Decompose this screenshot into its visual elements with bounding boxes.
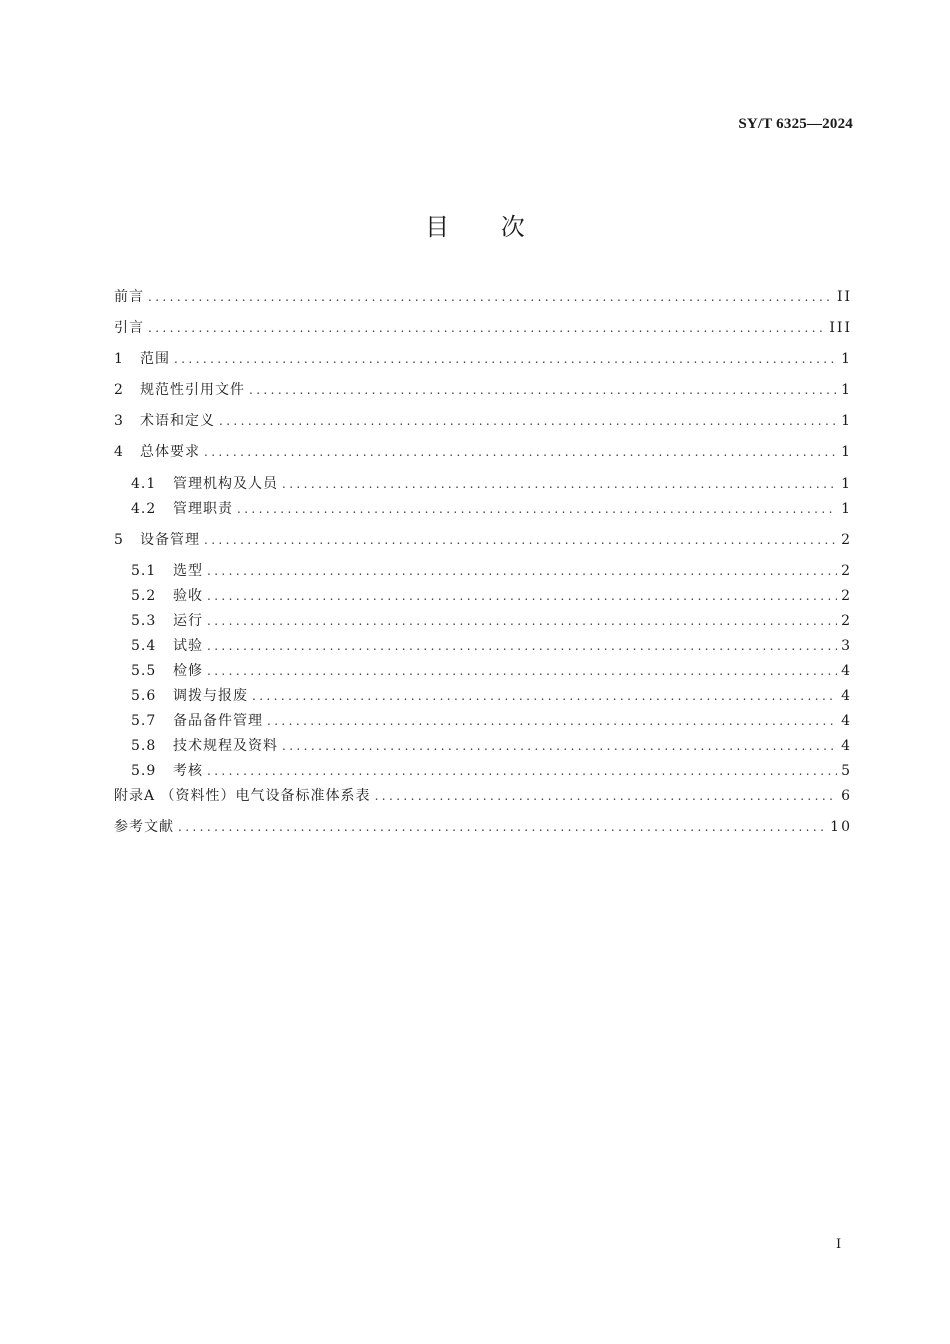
- toc-leader-dots: [237, 498, 837, 520]
- toc-entry-number: 4.1: [131, 476, 157, 492]
- page-number: I: [836, 1237, 842, 1252]
- toc-leader-dots: [174, 348, 837, 370]
- toc-entry-number: 5.7: [131, 713, 157, 729]
- toc-entry-page: 10: [830, 819, 852, 835]
- toc-entry-label: 管理机构及人员: [173, 476, 278, 492]
- toc-leader-dots: [282, 735, 837, 757]
- toc-entry-bibliography[interactable]: [114, 816, 852, 838]
- toc-leader-dots: [148, 317, 825, 339]
- toc-entry-page: 1: [841, 413, 852, 429]
- toc-entry-number: 5.2: [131, 588, 157, 604]
- toc-entry-page: 2: [841, 563, 852, 579]
- toc-entry-number: 5.9: [131, 763, 157, 779]
- toc-leader-dots: [375, 785, 838, 807]
- toc-entry-label: 验收: [173, 588, 203, 604]
- toc-entry-1[interactable]: [114, 348, 852, 370]
- toc-entry-label: 试验: [173, 638, 203, 654]
- toc-entry-page: 1: [841, 351, 852, 367]
- toc-entry-label: 范围: [140, 351, 170, 367]
- toc-entry-label: 引言: [114, 320, 144, 336]
- toc-entry-page: 5: [841, 763, 852, 779]
- toc-entry-5-6[interactable]: [131, 685, 852, 707]
- toc-entry-page: 4: [841, 663, 852, 679]
- toc-entry-number: 5.4: [131, 638, 157, 654]
- toc-entry-4[interactable]: [114, 441, 852, 463]
- toc-entry-number: 5.5: [131, 663, 157, 679]
- toc-entry-5-9[interactable]: [131, 760, 852, 782]
- toc-entry-page: 2: [841, 588, 852, 604]
- toc-entry-3[interactable]: [114, 410, 852, 432]
- toc-entry-page: 1: [841, 501, 852, 517]
- toc-entry-label: 设备管理: [140, 532, 200, 548]
- toc-entry-label: 术语和定义: [140, 413, 215, 429]
- toc-entry-label: 管理职责: [173, 501, 233, 517]
- toc-entry-label: 检修: [173, 663, 203, 679]
- toc-entry-4-1[interactable]: [131, 473, 852, 495]
- toc-leader-dots: [219, 410, 837, 432]
- toc-entry-page: 4: [841, 713, 852, 729]
- toc-entry-label: 规范性引用文件: [140, 382, 245, 398]
- toc-entry-page: II: [836, 289, 852, 305]
- toc-entry-label: 前言: [114, 289, 144, 305]
- toc-entry-label: 备品备件管理: [173, 713, 263, 729]
- toc-entry-page: 1: [841, 476, 852, 492]
- toc-entry-label: 附录A （资料性）电气设备标准体系表: [114, 788, 371, 804]
- toc-entry-5-1[interactable]: [131, 560, 852, 582]
- toc-entry-page: 1: [841, 444, 852, 460]
- toc-entry-label: 考核: [173, 763, 203, 779]
- toc-entry-5-7[interactable]: [131, 710, 852, 732]
- toc-leader-dots: [204, 529, 837, 551]
- toc-entry-label: 选型: [173, 563, 203, 579]
- toc-entry-2[interactable]: [114, 379, 852, 401]
- toc-leader-dots: [207, 635, 837, 657]
- toc-entry-number: 5.8: [131, 738, 157, 754]
- toc-leader-dots: [207, 660, 837, 682]
- toc-entry-5-5[interactable]: [131, 660, 852, 682]
- toc-entry-appendix-a[interactable]: [114, 785, 852, 807]
- toc-entry-number: 5.1: [131, 563, 157, 579]
- toc-entry-5-3[interactable]: [131, 610, 852, 632]
- toc-entry-number: 5.6: [131, 688, 157, 704]
- toc-leader-dots: [148, 286, 833, 308]
- toc-entry-label: 技术规程及资料: [173, 738, 278, 754]
- toc-entry-label: 总体要求: [140, 444, 200, 460]
- toc-entry-label: 参考文献: [114, 819, 174, 835]
- toc-entry-foreword[interactable]: [114, 286, 852, 308]
- toc-leader-dots: [252, 685, 837, 707]
- toc-entry-page: 2: [841, 532, 852, 548]
- toc-leader-dots: [267, 710, 837, 732]
- toc-leader-dots: [178, 816, 826, 838]
- toc-entry-5-2[interactable]: [131, 585, 852, 607]
- toc-entry-introduction[interactable]: [114, 317, 852, 339]
- toc-entry-4-2[interactable]: [131, 498, 852, 520]
- toc-entry-page: 6: [841, 788, 852, 804]
- toc-entry-label: 调拨与报废: [173, 688, 248, 704]
- toc-entry-number: 5.3: [131, 613, 157, 629]
- toc-entry-number: 4.2: [131, 501, 157, 517]
- standard-code: SY/T 6325—2024: [738, 116, 853, 132]
- toc-entry-number: 5: [114, 532, 123, 548]
- toc-leader-dots: [282, 473, 837, 495]
- toc-entry-number: 2: [114, 382, 123, 398]
- page-title: 目 次: [425, 213, 547, 241]
- toc-leader-dots: [207, 585, 837, 607]
- toc-entry-number: 3: [114, 413, 123, 429]
- toc-entry-page: 4: [841, 688, 852, 704]
- toc-entry-page: 2: [841, 613, 852, 629]
- toc-entry-number: 1: [114, 351, 123, 367]
- toc-entry-5-4[interactable]: [131, 635, 852, 657]
- toc-leader-dots: [249, 379, 837, 401]
- toc-leader-dots: [207, 610, 837, 632]
- toc-entry-page: 1: [841, 382, 852, 398]
- toc-leader-dots: [207, 760, 837, 782]
- toc-leader-dots: [207, 560, 837, 582]
- toc-entry-5[interactable]: [114, 529, 852, 551]
- toc-entry-page: 3: [841, 638, 852, 654]
- toc-leader-dots: [204, 441, 837, 463]
- toc-entry-label: 运行: [173, 613, 203, 629]
- toc-entry-5-8[interactable]: [131, 735, 852, 757]
- toc-entry-page: III: [829, 320, 852, 336]
- toc-entry-number: 4: [114, 444, 123, 460]
- toc-entry-page: 4: [841, 738, 852, 754]
